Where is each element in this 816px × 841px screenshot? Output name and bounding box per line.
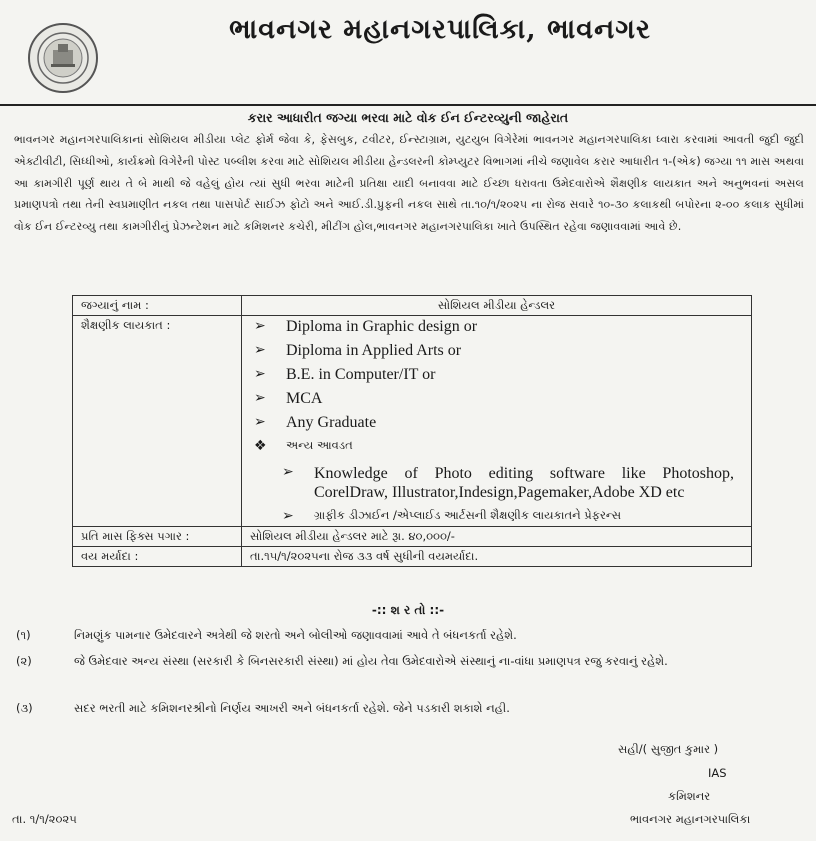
arrow-icon: ➢ [254,414,266,430]
other-skills-list [278,464,743,524]
salary-value: સોશિયલ મીડીયા હેન્ડલર માટે રૂા. ૪૦,૦૦૦/- [242,527,752,547]
diamond-bullet-icon: ❖ [254,438,267,454]
header [0,0,816,104]
signature-designation: કમિશનર [668,789,711,803]
arrow-icon: ➢ [254,390,266,406]
condition-text: સદર ભરતી માટે કમિશનરશ્રીનો નિર્ણય આખરી અને બંધનકર્તા રહેશે. જેને પડકારી શકાશે નહી. [74,701,510,715]
arrow-icon: ➢ [254,366,266,382]
qualification-item: Diploma in Applied Arts or [286,342,462,359]
condition-text: જે ઉમેદવાર અન્ય સંસ્થા (સરકારી કે બિનસરકારી સંસ્થા) માં હોય તેવા ઉમેદવારોએ સંસ્થાનું ના-વાંધા પ્રમાણપત્ર રજુ કરવાનું રહેશે. [74,654,668,668]
list-item [250,366,743,390]
qualification-item: Diploma in Graphic design or [286,318,478,335]
signature-ias: IAS [708,766,727,780]
arrow-icon: ➢ [282,464,294,480]
qualification-item: B.E. in Computer/IT or [286,366,436,383]
table-row-age [73,547,752,567]
condition-number: (૧) [16,628,31,642]
list-item [250,414,743,438]
page-title: ભાવનગર મહાનગરપાલિકા, ભાવનગર [229,14,651,45]
salary-label: પ્રતિ માસ ફિક્સ પગાર : [73,527,242,547]
municipal-seal-icon [27,22,99,94]
list-item [250,342,743,366]
notice-paragraph: ભાવનગર મહાનગરપાલિકાનાં સોશિયલ મીડીયા પ્લેટ ફોર્મ જેવા કે, ફેસબુક, ટવીટર, ઈન્સ્ટાગ્રામ, યુટયુબ વિગેરેમાં ભાવનગર મહાનગરપાલિકા ધ્વારા કરવામાં આવતી જુદી જુદી એક્ટીવીટી, સિધ્ધીઓ, કાર્યક્રમો વિગેરેની પોસ્ટ પબ્લીશ કરવા માટે સોશિયલ મીડીયા હેન્ડલરની કોમ્પ્યુટર વિભાગમાં નીચે જણાવેલ કરાર આધારીત ૧-(એક) જગ્યા ૧૧ માસ અથવા આ કામગીરી પૂર્ણ થાય તે બે માથી જે વહેલું હોય ત્યાં સુધી ભરવા માટેની પ્રતિક્ષા યાદી બનાવવા માટે ઈચ્છા ધરાવતા ઉમેદવારોએ શૈક્ષણીક લાયકાત અને અનુભવનાં અસલ પ્રમાણપત્રો તથા તેની સ્વપ્રમાણીત નકલ તથા પાસપોર્ટ સાઈઝ ફોટો અને આઈ.ડી.પ્રુફની નકલ સાથે તા.૧૦/૧/૨૦૨૫ ના રોજ સવારે ૧૦-૩૦ કલાકથી બપોરના ૨-૦૦ કલાક સુધીમાં વોક ઈન ઈન્ટરવ્યુ તથા કામગીરીનું પ્રેઝન્ટેશન માટે કમિશનર કચેરી, મીટીંગ હોલ,ભાવનગર મહાનગરપાલિકા ખાતે ઉપસ્થિત રહેવા જણાવવામાં આવે છે. [14,133,804,234]
table-row-salary [73,527,752,547]
list-item [278,508,743,524]
table-row-post [73,296,752,316]
post-value: સોશિયલ મીડીયા હેન્ડલર [242,296,752,316]
job-details-table [72,295,752,567]
notice-subtitle: કરાર આધારીત જગ્યા ભરવા માટે વોક ઈન ઈન્ટરવ્યુની જાહેરાત [247,110,569,125]
age-value: તા.૧૫/૧/૨૦૨૫ના રોજ ૩૩ વર્ષ સુધીની વયમર્યાદા. [242,547,752,567]
arrow-icon: ➢ [254,318,266,334]
condition-number: (૩) [16,701,33,715]
qualification-label: શૈક્ષણીક લાયકાત : [73,316,242,527]
condition-text: નિમણુંક પામનાર ઉમેદવારને અત્રેથી જે શરતો અને બોલીઓ જણાવવામાં આવે તે બંધનકર્તા રહેશે. [74,628,517,642]
age-label: વય મર્યાદા : [73,547,242,567]
post-label: જગ્યાનું નામ : [73,296,242,316]
condition-number: (૨) [16,654,32,668]
conditions-title: -:: શ ર તો ::- [371,603,445,617]
notice-date: તા. ૧/૧/૨૦૨૫ [12,812,77,826]
other-skills-label: અન્ય આવડત [286,438,353,452]
signature-line: સહી/( સુજીત કુમાર ) [618,742,719,756]
other-skill-item: ગ્રાફીક ડીઝાઈન /એપ્લાઈડ આર્ટસની શૈક્ષણીક લાયકાતને પ્રેફરન્સ [314,508,622,522]
arrow-icon: ➢ [254,342,266,358]
condition-item [16,697,796,719]
condition-item [16,624,796,646]
list-item [250,390,743,414]
other-skill-item: Knowledge of Photo editing software like Photoshop, CorelDraw, Illustrator,Indesign,Pagemaker,Adobe XD etc [314,465,734,501]
header-divider [0,104,816,106]
qualification-item: Any Graduate [286,414,377,431]
condition-item [16,650,796,672]
arrow-icon: ➢ [282,508,294,524]
qualification-cell [242,316,752,527]
list-item [250,318,743,342]
table-row-qualification [73,316,752,527]
list-item [250,438,743,464]
list-item [278,464,743,502]
signature-organization: ભાવનગર મહાનગરપાલિકા [630,812,751,826]
qualification-item: MCA [286,390,323,407]
